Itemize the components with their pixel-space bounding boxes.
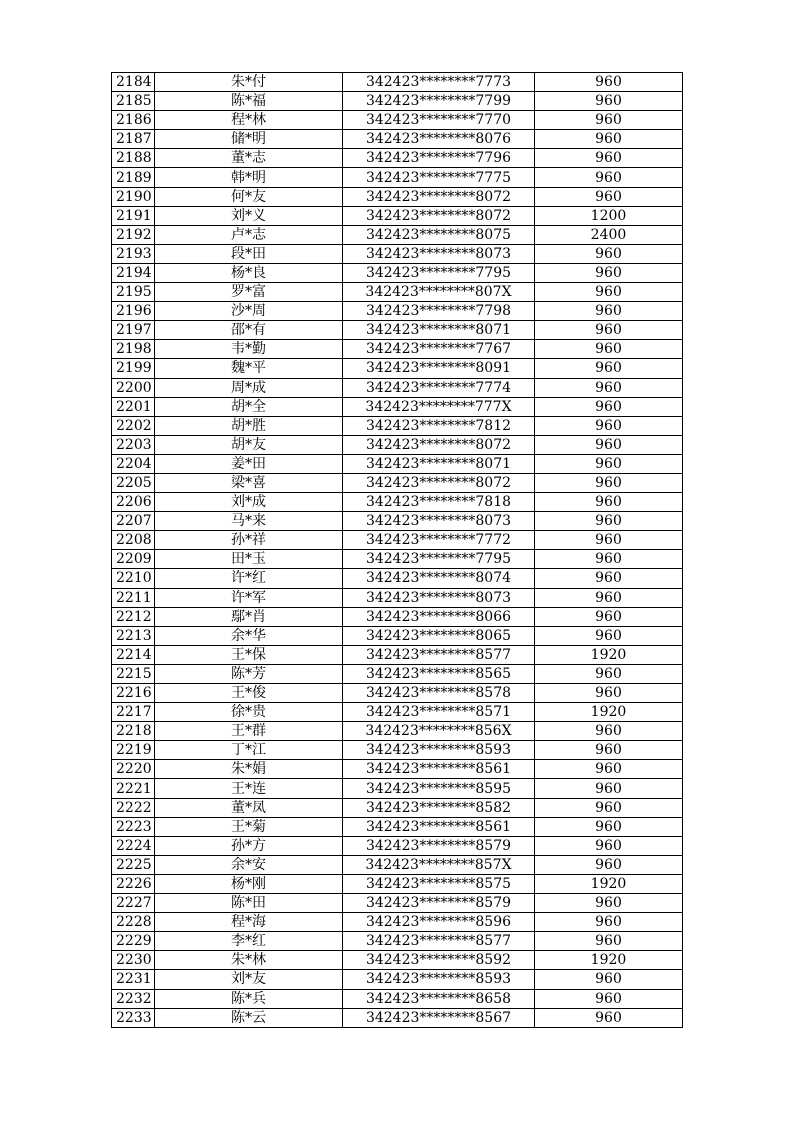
table-row	[112, 225, 683, 244]
amount-cell: 1200	[535, 206, 683, 225]
amount-cell: 960	[535, 187, 683, 206]
row-number-cell: 2205	[112, 473, 155, 492]
id-number-cell: 342423********8577	[343, 645, 535, 664]
row-number-cell: 2219	[112, 741, 155, 760]
table-row	[112, 130, 683, 149]
table-row	[112, 588, 683, 607]
id-number-cell: 342423********8073	[343, 512, 535, 531]
id-number-cell: 342423********8561	[343, 817, 535, 836]
row-number-cell: 2187	[112, 130, 155, 149]
id-number-cell: 342423********7812	[343, 416, 535, 435]
id-number-cell: 342423********8579	[343, 836, 535, 855]
id-number-cell: 342423********8592	[343, 951, 535, 970]
row-number-cell: 2218	[112, 722, 155, 741]
id-number-cell: 342423********7796	[343, 149, 535, 168]
amount-cell: 960	[535, 378, 683, 397]
person-name-cell: 刘*义	[155, 206, 343, 225]
person-name-cell: 姜*田	[155, 454, 343, 473]
row-number-cell: 2216	[112, 684, 155, 703]
person-name-cell: 杨*刚	[155, 874, 343, 893]
row-number-cell: 2185	[112, 92, 155, 111]
amount-cell: 960	[535, 149, 683, 168]
table-row	[112, 817, 683, 836]
amount-cell: 960	[535, 684, 683, 703]
amount-cell: 960	[535, 607, 683, 626]
table-row	[112, 855, 683, 874]
row-number-cell: 2199	[112, 359, 155, 378]
id-number-cell: 342423********8578	[343, 684, 535, 703]
amount-cell: 1920	[535, 645, 683, 664]
id-number-cell: 342423********8071	[343, 454, 535, 473]
table-row	[112, 435, 683, 454]
row-number-cell: 2194	[112, 263, 155, 282]
amount-cell: 960	[535, 130, 683, 149]
id-number-cell: 342423********7795	[343, 550, 535, 569]
row-number-cell: 2227	[112, 894, 155, 913]
amount-cell: 960	[535, 569, 683, 588]
amount-cell: 960	[535, 512, 683, 531]
amount-cell: 960	[535, 989, 683, 1008]
amount-cell: 960	[535, 302, 683, 321]
person-name-cell: 段*田	[155, 244, 343, 263]
table-row	[112, 970, 683, 989]
id-number-cell: 342423********8595	[343, 779, 535, 798]
amount-cell: 960	[535, 397, 683, 416]
table-row	[112, 512, 683, 531]
person-name-cell: 马*来	[155, 512, 343, 531]
amount-cell: 960	[535, 493, 683, 512]
amount-cell: 960	[535, 454, 683, 473]
table-row	[112, 1008, 683, 1027]
row-number-cell: 2196	[112, 302, 155, 321]
row-number-cell: 2230	[112, 951, 155, 970]
person-name-cell: 陈*云	[155, 1008, 343, 1027]
person-name-cell: 董*凤	[155, 798, 343, 817]
amount-cell: 960	[535, 111, 683, 130]
amount-cell: 960	[535, 473, 683, 492]
amount-cell: 960	[535, 1008, 683, 1027]
amount-cell: 960	[535, 741, 683, 760]
person-name-cell: 王*菊	[155, 817, 343, 836]
table-row	[112, 607, 683, 626]
table-row	[112, 722, 683, 741]
person-name-cell: 许*红	[155, 569, 343, 588]
person-name-cell: 朱*付	[155, 73, 343, 92]
person-name-cell: 李*红	[155, 932, 343, 951]
row-number-cell: 2198	[112, 340, 155, 359]
id-number-cell: 342423********8091	[343, 359, 535, 378]
person-name-cell: 许*军	[155, 588, 343, 607]
person-name-cell: 陈*兵	[155, 989, 343, 1008]
person-name-cell: 徐*贵	[155, 703, 343, 722]
row-number-cell: 2189	[112, 168, 155, 187]
table-row	[112, 187, 683, 206]
amount-cell: 960	[535, 779, 683, 798]
person-name-cell: 余*华	[155, 626, 343, 645]
row-number-cell: 2215	[112, 664, 155, 683]
id-number-cell: 342423********8065	[343, 626, 535, 645]
amount-cell: 960	[535, 855, 683, 874]
table-row	[112, 989, 683, 1008]
table-row	[112, 92, 683, 111]
amount-cell: 960	[535, 263, 683, 282]
id-number-cell: 342423********8567	[343, 1008, 535, 1027]
person-name-cell: 王*俊	[155, 684, 343, 703]
amount-cell: 1920	[535, 951, 683, 970]
row-number-cell: 2212	[112, 607, 155, 626]
row-number-cell: 2186	[112, 111, 155, 130]
person-name-cell: 王*连	[155, 779, 343, 798]
amount-cell: 1920	[535, 703, 683, 722]
row-number-cell: 2184	[112, 73, 155, 92]
amount-cell: 960	[535, 722, 683, 741]
person-name-cell: 何*友	[155, 187, 343, 206]
row-number-cell: 2204	[112, 454, 155, 473]
id-number-cell: 342423********807X	[343, 283, 535, 302]
row-number-cell: 2233	[112, 1008, 155, 1027]
id-number-cell: 342423********8658	[343, 989, 535, 1008]
table-row	[112, 416, 683, 435]
row-number-cell: 2214	[112, 645, 155, 664]
id-number-cell: 342423********7798	[343, 302, 535, 321]
table-body	[112, 73, 683, 1028]
amount-cell: 960	[535, 817, 683, 836]
table-row	[112, 73, 683, 92]
row-number-cell: 2190	[112, 187, 155, 206]
id-number-cell: 342423********8066	[343, 607, 535, 626]
row-number-cell: 2208	[112, 531, 155, 550]
table-row	[112, 359, 683, 378]
person-name-cell: 鄢*肖	[155, 607, 343, 626]
table-row	[112, 779, 683, 798]
table-row	[112, 932, 683, 951]
person-name-cell: 魏*平	[155, 359, 343, 378]
table-row	[112, 874, 683, 893]
person-name-cell: 董*志	[155, 149, 343, 168]
table-row	[112, 454, 683, 473]
id-number-cell: 342423********8076	[343, 130, 535, 149]
person-name-cell: 丁*江	[155, 741, 343, 760]
row-number-cell: 2200	[112, 378, 155, 397]
table-row	[112, 340, 683, 359]
table-row	[112, 263, 683, 282]
id-number-cell: 342423********7795	[343, 263, 535, 282]
id-number-cell: 342423********8582	[343, 798, 535, 817]
table-row	[112, 951, 683, 970]
table-row	[112, 283, 683, 302]
table-row	[112, 760, 683, 779]
row-number-cell: 2207	[112, 512, 155, 531]
id-number-cell: 342423********8596	[343, 913, 535, 932]
row-number-cell: 2213	[112, 626, 155, 645]
person-name-cell: 韦*勤	[155, 340, 343, 359]
person-name-cell: 卢*志	[155, 225, 343, 244]
amount-cell: 960	[535, 531, 683, 550]
id-number-cell: 342423********7767	[343, 340, 535, 359]
row-number-cell: 2221	[112, 779, 155, 798]
amount-cell: 960	[535, 970, 683, 989]
table-row	[112, 111, 683, 130]
amount-cell: 960	[535, 664, 683, 683]
id-number-cell: 342423********8073	[343, 244, 535, 263]
table-row	[112, 473, 683, 492]
table-row	[112, 684, 683, 703]
person-name-cell: 王*保	[155, 645, 343, 664]
person-name-cell: 罗*富	[155, 283, 343, 302]
id-number-cell: 342423********8072	[343, 206, 535, 225]
id-number-cell: 342423********8593	[343, 741, 535, 760]
table-row	[112, 836, 683, 855]
person-name-cell: 程*海	[155, 913, 343, 932]
table-row	[112, 913, 683, 932]
amount-cell: 960	[535, 913, 683, 932]
id-number-cell: 342423********7773	[343, 73, 535, 92]
row-number-cell: 2223	[112, 817, 155, 836]
id-number-cell: 342423********7772	[343, 531, 535, 550]
row-number-cell: 2225	[112, 855, 155, 874]
id-number-cell: 342423********8565	[343, 664, 535, 683]
amount-cell: 960	[535, 359, 683, 378]
table-row	[112, 741, 683, 760]
person-name-cell: 刘*友	[155, 970, 343, 989]
person-name-cell: 陈*福	[155, 92, 343, 111]
person-name-cell: 朱*娟	[155, 760, 343, 779]
person-name-cell: 陈*田	[155, 894, 343, 913]
person-name-cell: 梁*喜	[155, 473, 343, 492]
row-number-cell: 2222	[112, 798, 155, 817]
person-name-cell: 胡*友	[155, 435, 343, 454]
amount-cell: 960	[535, 836, 683, 855]
id-number-cell: 342423********8071	[343, 321, 535, 340]
id-number-cell: 342423********8593	[343, 970, 535, 989]
table-row	[112, 894, 683, 913]
table-row	[112, 321, 683, 340]
id-number-cell: 342423********8575	[343, 874, 535, 893]
id-number-cell: 342423********8074	[343, 569, 535, 588]
id-number-cell: 342423********7774	[343, 378, 535, 397]
person-name-cell: 余*安	[155, 855, 343, 874]
person-name-cell: 朱*林	[155, 951, 343, 970]
amount-cell: 960	[535, 416, 683, 435]
table-row	[112, 550, 683, 569]
row-number-cell: 2209	[112, 550, 155, 569]
id-number-cell: 342423********8571	[343, 703, 535, 722]
table-row	[112, 645, 683, 664]
row-number-cell: 2206	[112, 493, 155, 512]
id-number-cell: 342423********8072	[343, 435, 535, 454]
table-row	[112, 569, 683, 588]
amount-cell: 960	[535, 894, 683, 913]
person-name-cell: 周*成	[155, 378, 343, 397]
person-name-cell: 刘*成	[155, 493, 343, 512]
row-number-cell: 2201	[112, 397, 155, 416]
id-number-cell: 342423********7775	[343, 168, 535, 187]
row-number-cell: 2224	[112, 836, 155, 855]
id-number-cell: 342423********856X	[343, 722, 535, 741]
person-name-cell: 孙*祥	[155, 531, 343, 550]
row-number-cell: 2193	[112, 244, 155, 263]
row-number-cell: 2226	[112, 874, 155, 893]
row-number-cell: 2188	[112, 149, 155, 168]
person-name-cell: 邵*有	[155, 321, 343, 340]
row-number-cell: 2211	[112, 588, 155, 607]
person-name-cell: 韩*明	[155, 168, 343, 187]
table-row	[112, 626, 683, 645]
row-number-cell: 2203	[112, 435, 155, 454]
row-number-cell: 2231	[112, 970, 155, 989]
amount-cell: 960	[535, 168, 683, 187]
amount-cell: 960	[535, 760, 683, 779]
amount-cell: 960	[535, 435, 683, 454]
table-row	[112, 798, 683, 817]
id-number-cell: 342423********8072	[343, 187, 535, 206]
row-number-cell: 2232	[112, 989, 155, 1008]
id-number-cell: 342423********8579	[343, 894, 535, 913]
row-number-cell: 2217	[112, 703, 155, 722]
table-row	[112, 244, 683, 263]
person-name-cell: 田*玉	[155, 550, 343, 569]
id-number-cell: 342423********7818	[343, 493, 535, 512]
id-number-cell: 342423********8075	[343, 225, 535, 244]
row-number-cell: 2229	[112, 932, 155, 951]
table-row	[112, 149, 683, 168]
id-number-cell: 342423********7770	[343, 111, 535, 130]
person-name-cell: 沙*周	[155, 302, 343, 321]
table-row	[112, 168, 683, 187]
row-number-cell: 2210	[112, 569, 155, 588]
person-name-cell: 胡*胜	[155, 416, 343, 435]
person-name-cell: 王*群	[155, 722, 343, 741]
table-row	[112, 378, 683, 397]
id-number-cell: 342423********8577	[343, 932, 535, 951]
amount-cell: 960	[535, 340, 683, 359]
amount-cell: 960	[535, 798, 683, 817]
row-number-cell: 2197	[112, 321, 155, 340]
id-number-cell: 342423********777X	[343, 397, 535, 416]
amount-cell: 960	[535, 932, 683, 951]
data-table	[111, 72, 683, 1028]
id-number-cell: 342423********8072	[343, 473, 535, 492]
table-row	[112, 664, 683, 683]
person-name-cell: 储*明	[155, 130, 343, 149]
id-number-cell: 342423********857X	[343, 855, 535, 874]
amount-cell: 960	[535, 244, 683, 263]
person-name-cell: 胡*全	[155, 397, 343, 416]
row-number-cell: 2202	[112, 416, 155, 435]
table-row	[112, 302, 683, 321]
row-number-cell: 2191	[112, 206, 155, 225]
id-number-cell: 342423********7799	[343, 92, 535, 111]
person-name-cell: 孙*方	[155, 836, 343, 855]
amount-cell: 960	[535, 73, 683, 92]
table-row	[112, 703, 683, 722]
row-number-cell: 2195	[112, 283, 155, 302]
id-number-cell: 342423********8073	[343, 588, 535, 607]
table-row	[112, 493, 683, 512]
amount-cell: 960	[535, 321, 683, 340]
row-number-cell: 2192	[112, 225, 155, 244]
amount-cell: 2400	[535, 225, 683, 244]
amount-cell: 1920	[535, 874, 683, 893]
amount-cell: 960	[535, 588, 683, 607]
amount-cell: 960	[535, 92, 683, 111]
table-row	[112, 397, 683, 416]
id-number-cell: 342423********8561	[343, 760, 535, 779]
table-row	[112, 206, 683, 225]
row-number-cell: 2228	[112, 913, 155, 932]
person-name-cell: 杨*良	[155, 263, 343, 282]
amount-cell: 960	[535, 283, 683, 302]
row-number-cell: 2220	[112, 760, 155, 779]
table-row	[112, 531, 683, 550]
amount-cell: 960	[535, 626, 683, 645]
person-name-cell: 陈*芳	[155, 664, 343, 683]
person-name-cell: 程*林	[155, 111, 343, 130]
amount-cell: 960	[535, 550, 683, 569]
